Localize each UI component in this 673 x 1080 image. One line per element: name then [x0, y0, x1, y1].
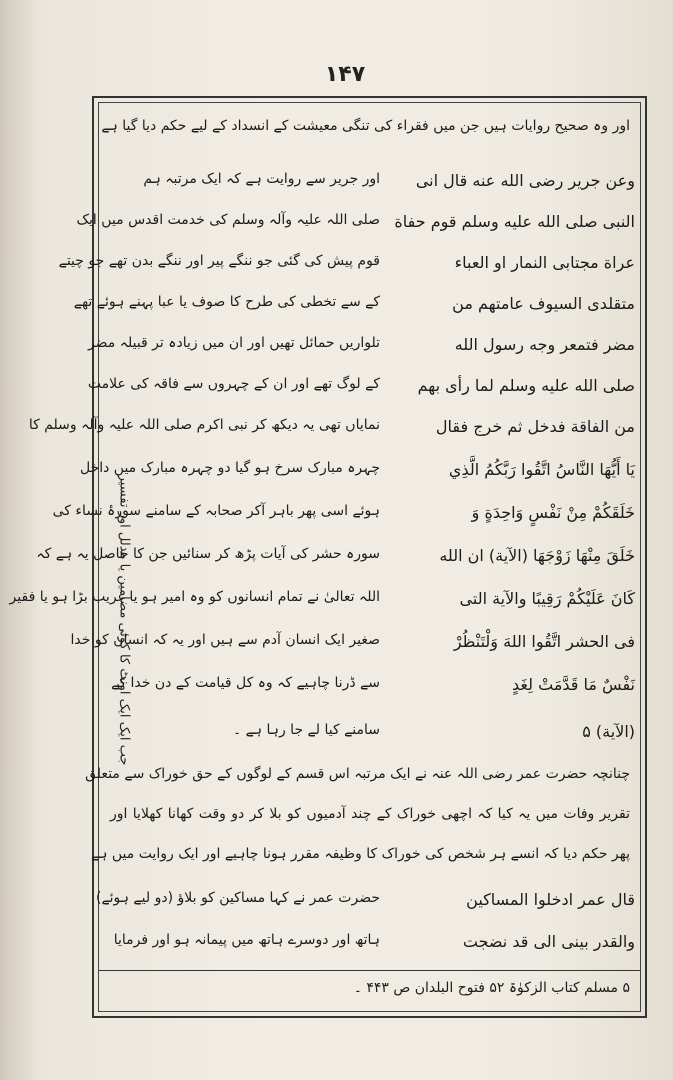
arabic-line: نَفْسٌ مَا قَدَّمَتْ لِغَدٍ [512, 675, 635, 694]
urdu-line: ہوئے اسی پھر باہر آکر صحابہ کے سامنے سورۂ نساء کی [52, 503, 380, 519]
urdu-line: تلواریں حمائل تھیں اور ان میں زیادہ تر قبیلہ مضر [87, 335, 380, 351]
arabic-line: كَانَ عَلَيْكُمْ رَقِيبًا والآية التى [459, 589, 635, 608]
arabic-line: (الآية) ۵ [582, 722, 635, 741]
urdu-line: کے سے تخطی کی طرح کا صوف یا عبا پہنے ہوئے تھے [73, 294, 380, 310]
urdu-line: سورہ حشر کی آیات پڑھ کر سنائیں جن کا حاصل یہ ہے کہ [36, 546, 380, 562]
arabic-line: صلى الله عليه وسلم لما رأى بهم [417, 376, 635, 395]
paragraph-line: پھر حکم دیا کہ انسے ہر شخص کی خوراک کا وظیفہ مقرر ہونا چاہیے اور ایک روایت میں ہے [91, 846, 630, 862]
paragraph-line: تقریر وفات میں یہ کیا کہ اچھی خوراک کے چند آدمیوں کو بلا کر دو وقت کھانا کھلایا اور [110, 806, 630, 822]
urdu-line: سامنے کیا لے جا رہا ہے ۔ [232, 722, 380, 738]
urdu-line: چہرہ مبارک سرخ ہو گیا دو چہرہ مبارک میں داخل [79, 460, 380, 476]
urdu-line: قوم پیش کی گئی جو ننگے پیر اور ننگے بدن تھے جو چیتے [58, 253, 380, 269]
arabic-line: متقلدى السيوف عامتهم من [452, 294, 635, 313]
arabic-line: خَلَقَ مِنْهَا زَوْجَهَا (الآية) ان الله [439, 546, 635, 565]
arabic-line: خَلَقَكُمْ مِنْ نَفْسٍ وَاحِدَةٍ وَ [471, 503, 635, 522]
margin-note-text: جب ایک ایک اونٹ کا کوئی مضامین یا مدلل اور تفسیر [116, 474, 132, 766]
urdu-line: نمایاں تھی یہ دیکھ کر نبی اکرم صلی اللہ علیہ وآلہ وسلم کا [28, 417, 380, 433]
page-number: ۱۴۷ [324, 62, 366, 87]
arabic-line: مضر فتمعر وجه رسول الله [454, 335, 635, 354]
footnote-divider [99, 970, 640, 971]
urdu-line: ہاتھ اور دوسرے ہاتھ میں پیمانہ ہو اور فرمایا [113, 932, 380, 948]
arabic-line: فى الحشر اتَّقُوا اللهَ وَلْتَنْظُرْ [453, 632, 635, 651]
urdu-line: حضرت عمر نے کہا مساکین کو بلاؤ (دو لیے ہوئے) [95, 890, 380, 906]
arabic-line: وعن جرير رضى الله عنه قال انى [415, 171, 635, 190]
arabic-line: من الفاقة فدخل ثم خرج فقال [435, 417, 635, 436]
arabic-line: يَا أَيُّهَا النَّاسُ اتَّقُوا رَبَّكُمُ الَّذِي [448, 460, 635, 479]
urdu-line: سے ڈرنا چاہیے کہ وہ کل قیامت کے دن خدا کے [111, 675, 380, 691]
arabic-line: النبى صلى الله عليه وسلم قوم حفاة [394, 212, 635, 231]
urdu-line: صغیر ایک انسان آدم سے ہیں اور یہ کہ انسان کو خدا [70, 632, 380, 648]
heading-line: اور وہ صحیح روایات ہیں جن میں فقراء کی تنگی معیشت کے انسداد کے لیے حکم دیا گیا ہے [101, 118, 630, 134]
urdu-line: اور جریر سے روایت ہے کہ ایک مرتبہ ہم [143, 171, 380, 187]
urdu-line: کے لوگ تھے اور ان کے چہروں سے فاقہ کی علامت [87, 376, 380, 392]
arabic-line: عراة مجتابى النمار او العباء [454, 253, 635, 272]
arabic-line: قال عمر ادخلوا المساكين [466, 890, 635, 909]
margin-note [104, 470, 144, 770]
footnotes: ۵ مسلم کتاب الزکوٰۃ ۵۲ فتوح البلدان ص ۴۴۳ ۔ [353, 980, 630, 996]
paragraph-line: چنانچہ حضرت عمر رضی اللہ عنہ نے ایک مرتبہ اس قسم کے لوگوں کے حق خوراک سے متعلق [85, 766, 630, 782]
arabic-line: والقدر بينى الى قد نضجت [462, 932, 635, 951]
urdu-line: صلی اللہ علیہ وآلہ وسلم کی خدمت اقدس میں ایک [76, 212, 380, 228]
urdu-line: اللہ تعالیٰ نے تمام انسانوں کو وہ امیر ہو یا غریب بڑا ہو یا فقیر [9, 589, 380, 605]
